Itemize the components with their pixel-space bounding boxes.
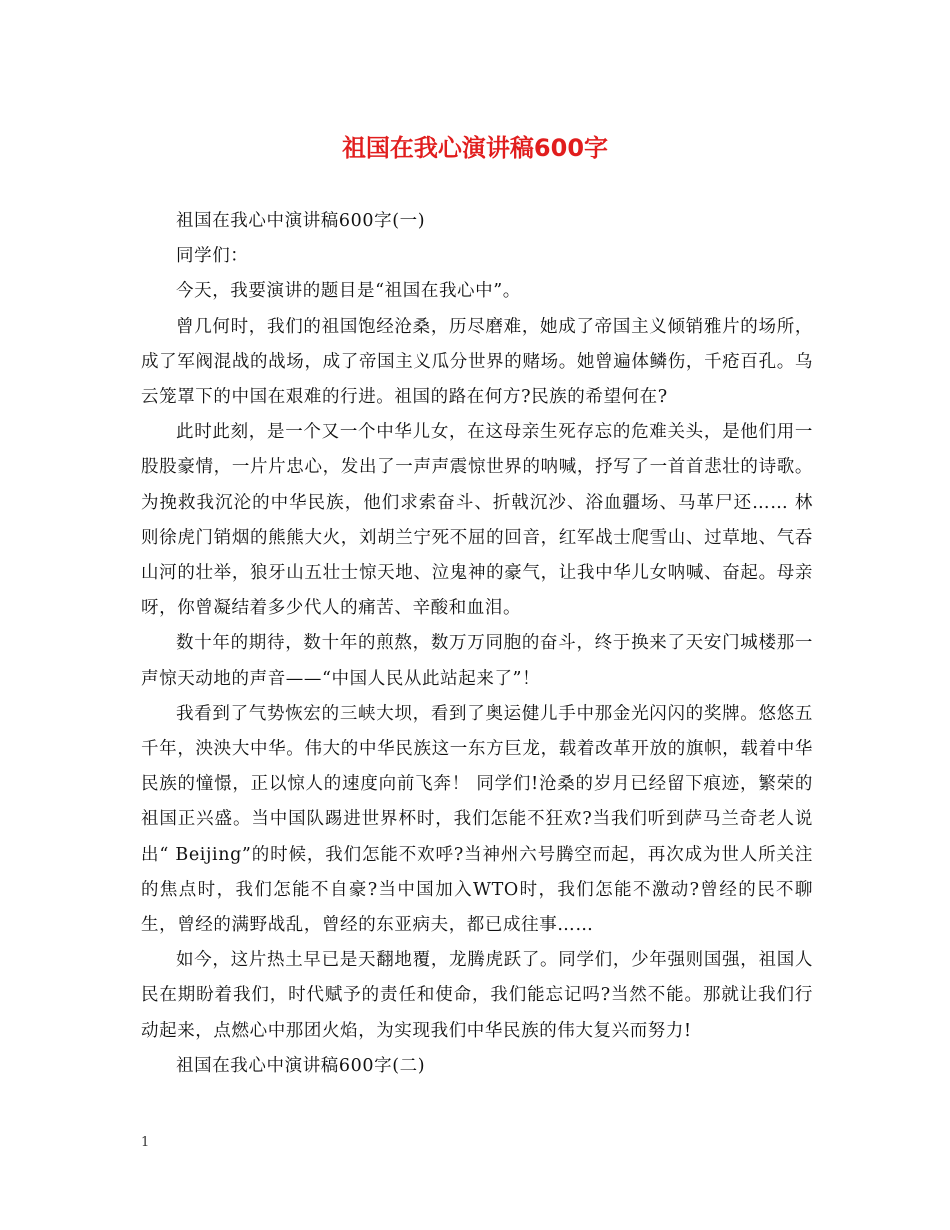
paragraph-call-to-action: 如今，这片热土早已是天翻地覆，龙腾虎跃了。同学们，少年强则国强，祖国人民在期盼着我们，时代赋予的责任和使命，我们能忘记吗?当然不能。那就让我们行动起来，点燃心中那团火焰，为实现我们中华民族的伟大复兴而努力! — [141, 950, 813, 1041]
document-title: 祖国在我心演讲稿600字 — [341, 134, 609, 162]
paragraph-heroes: 此时此刻，是一个又一个中华儿女，在这母亲生死存忘的危难关头，是他们用一股股豪情，一片片忠心，发出了一声声震惊世界的呐喊，抒写了一首首悲壮的诗歌。为挽救我沉沦的中华民族，他们求索奋斗、折戟沉沙、浴血疆场、马革尸还…… 林则徐虎门销烟的熊熊大火，刘胡兰宁死不屈的回音，红军战士爬雪山、过草地、气吞山河的壮举，狼牙山五壮士惊天地、泣鬼神的豪气，让我中华儿女呐喊、奋起。母亲呀，你曾凝结着多少代人的痛苦、辛酸和血泪。 — [141, 422, 813, 619]
paragraph-salutation: 同学们： — [176, 246, 249, 267]
paragraph-founding: 数十年的期待，数十年的煎熬，数万万同胞的奋斗，终于换来了天安门城楼那一声惊天动地的声音——“中国人民从此站起来了”！ — [141, 633, 813, 689]
paragraph-section-heading-1: 祖国在我心中演讲稿600字(一) — [176, 211, 426, 231]
paragraph-section-heading-2: 祖国在我心中演讲稿600字(二) — [176, 1055, 426, 1076]
paragraph-history: 曾几何时，我们的祖国饱经沧桑，历尽磨难，她成了帝国主义倾销雅片的场所，成了军阀混战的战场，成了帝国主义瓜分世界的赌场。她曾遍体鳞伤，千疮百孔。乌云笼罩下的中国在艰难的行进。祖国的路在何方?民族的希望何在? — [141, 316, 813, 408]
page-number: 1 — [141, 1135, 150, 1150]
document-body — [141, 204, 813, 1084]
paragraph-intro: 今天，我要演讲的题目是“祖国在我心中”。 — [176, 281, 521, 302]
paragraph-achievements: 我看到了气势恢宏的三峡大坝，看到了奥运健儿手中那金光闪闪的奖牌。悠悠五千年，泱泱大中华。伟大的中华民族这一东方巨龙，载着改革开放的旗帜，载着中华民族的憧憬，正以惊人的速度向前飞奔！ 同学们!沧桑的岁月已经留下痕迹，繁荣的祖国正兴盛。当中国队踢进世界杯时，我们怎能不狂欢?当我们听到萨马兰奇老人说出“ Beijing”的时候，我们怎能不欢呼?当神州六号腾空而起，再次成为世人所关注的焦点时，我们怎能不自豪?当中国加入WTO时，我们怎能不激动?曾经的民不聊生，曾经的满野战乱，曾经的东亚病夫，都已成往事…… — [141, 703, 813, 936]
